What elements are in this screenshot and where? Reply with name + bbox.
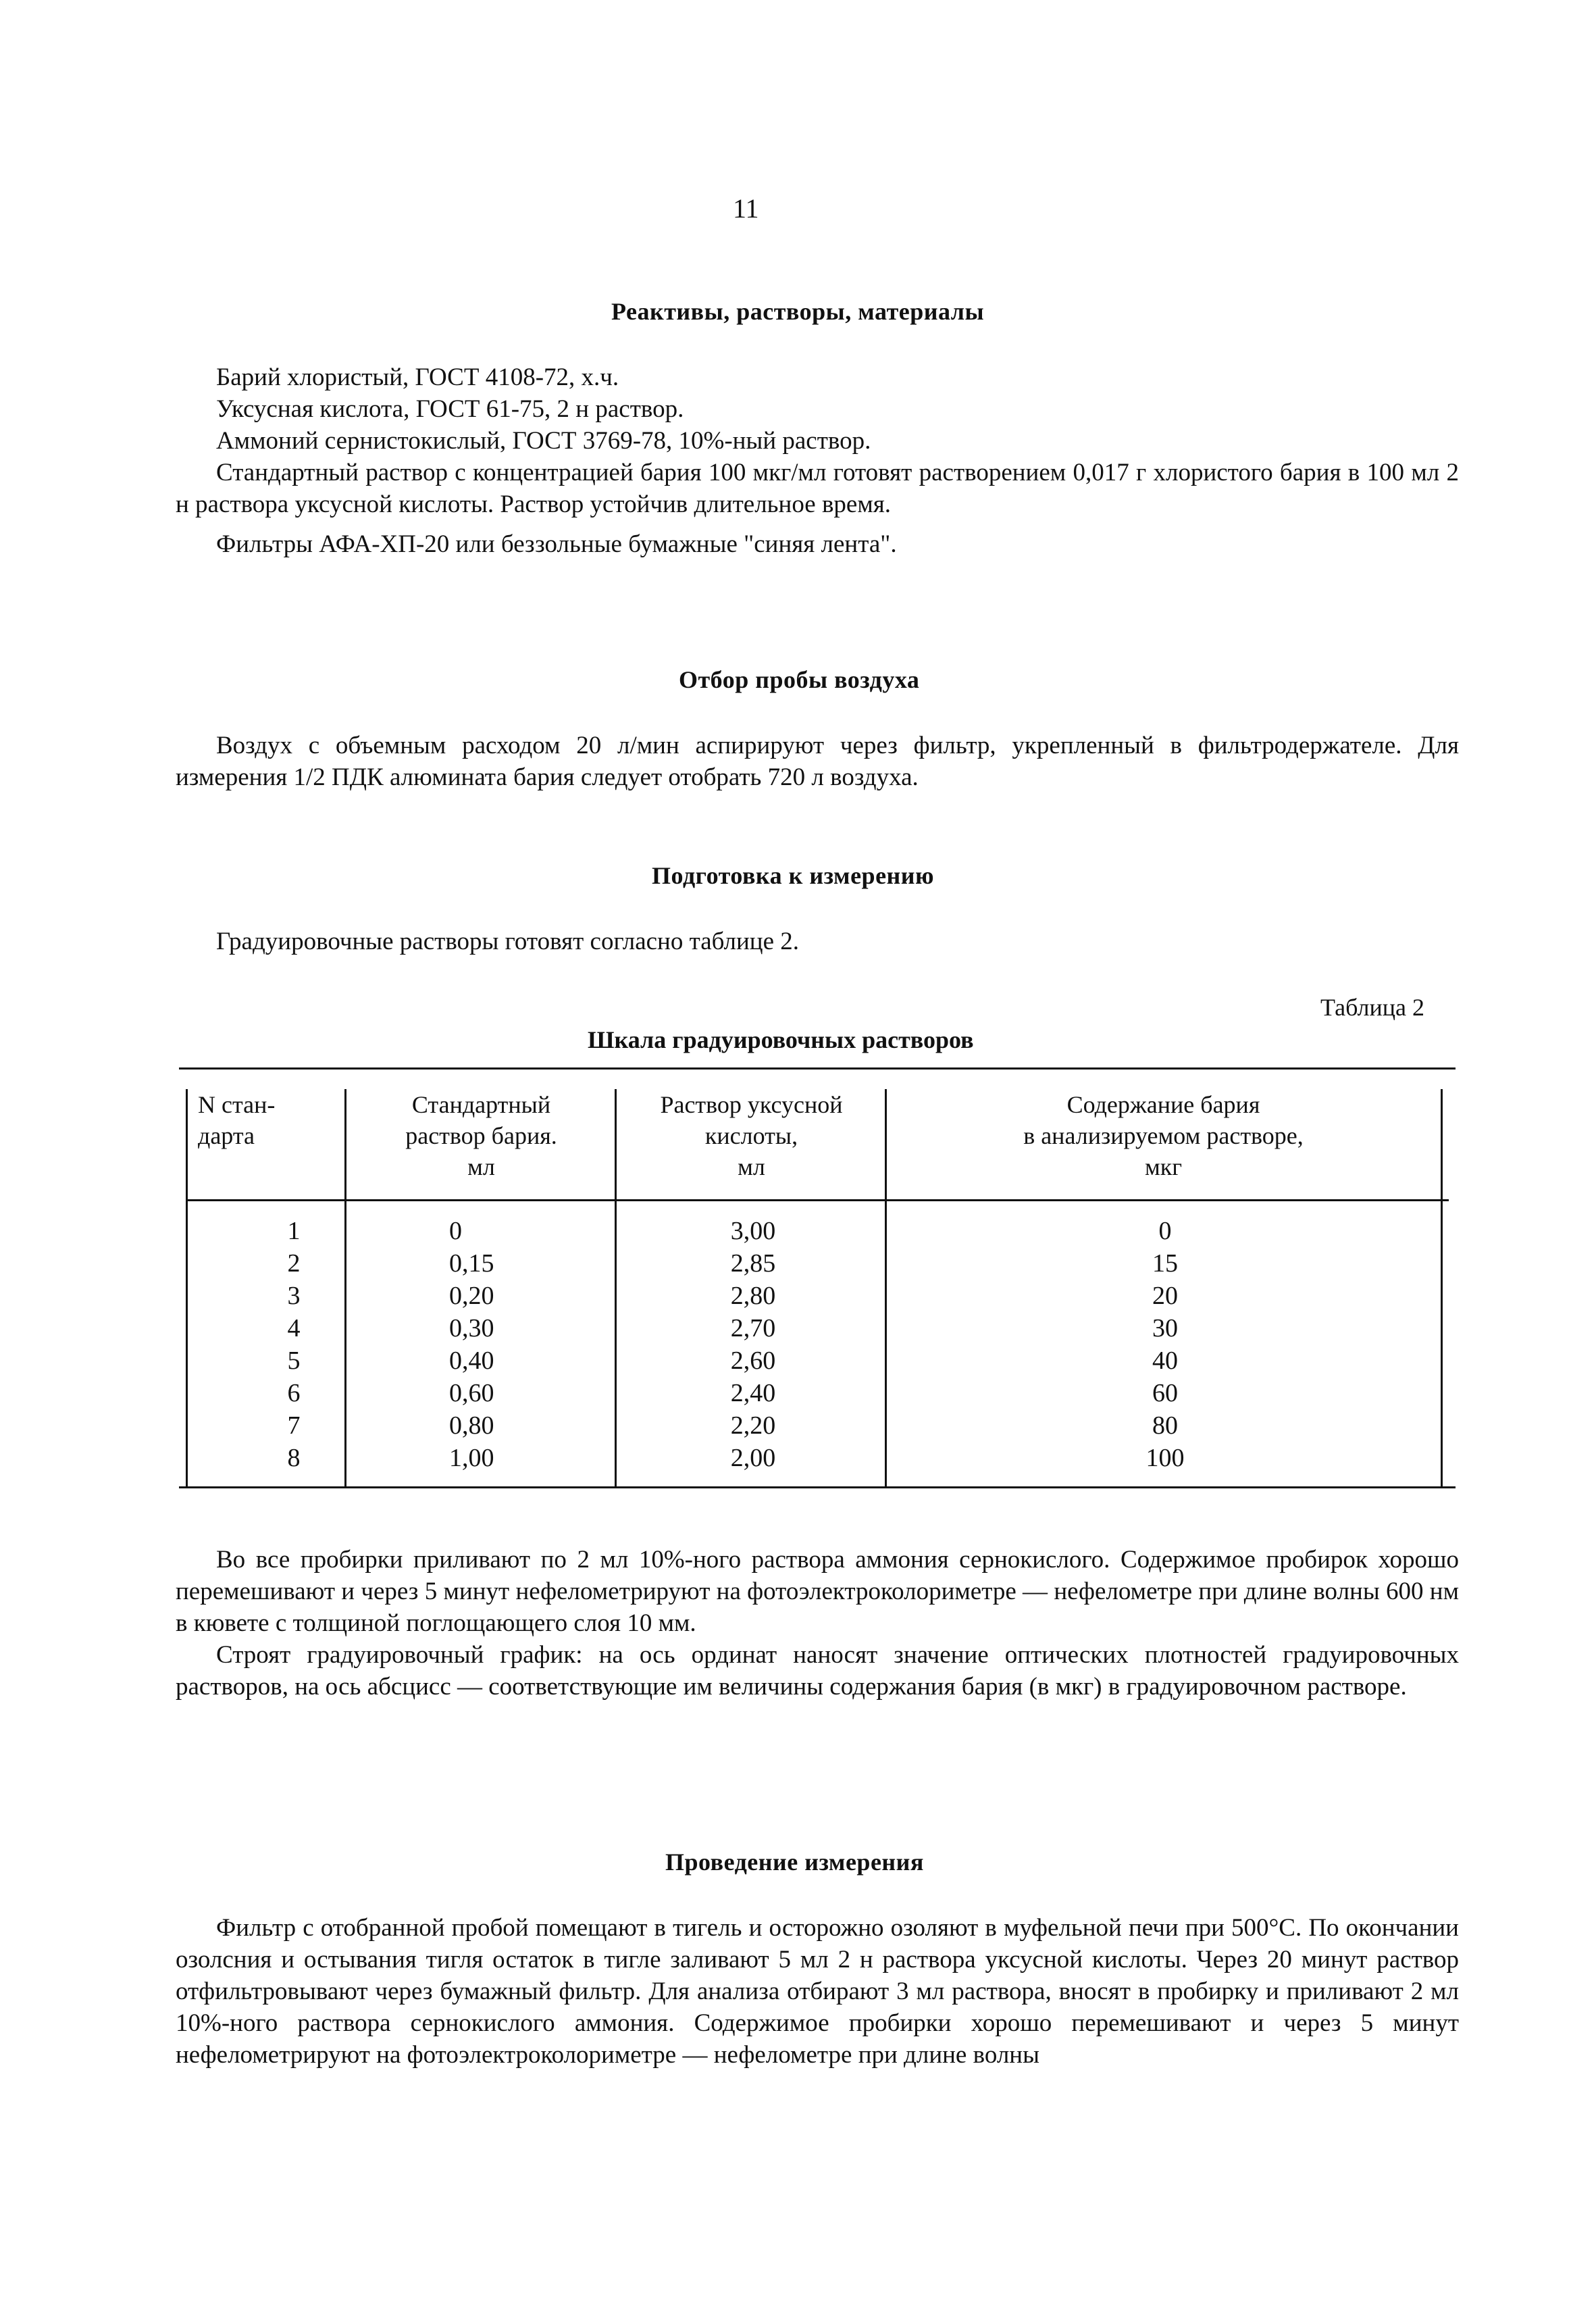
table-cell: 7 [287,1411,301,1440]
standard-solution-paragraph: Стандартный раствор с концентрацией бария 100 мкг/мл готовят растворением 0,017 г хлористого бария в 100 мл 2 н раствора уксусной кислоты. Раствор устойчив длительное время. [176,459,1459,518]
header-line: Содержание бария [1066,1091,1260,1118]
table-cell: 2,00 [730,1444,776,1472]
table-title: Шкала градуировочных растворов [588,1026,974,1053]
table-cell: 0,40 [449,1347,494,1375]
header-acetic-acid [618,1089,885,1182]
table-cell: 2 [287,1249,301,1278]
table-cell: 8 [287,1444,301,1472]
column-divider [885,1089,887,1488]
measurement-paragraph: Фильтр с отобранной пробой помещают в тигель и осторожно озоляют в муфельной печи при 500°С. По окончании озолсния и остывания тигля остаток в тигле заливают 5 мл 2 н раствора уксусной кислоты. Через 20 минут раствор отфильтровывают через бумажный фильтр. Для анализа отбирают 3 мл раствора, вносят в пробирку и приливают 2 мл 10%-ного раствора сернокислого аммония. Содержимое пробирки хорошо перемешивают и через 5 минут нефелометрируют на фотоэлектроколориметре — нефелометре при длине волны [176,1914,1459,2069]
table-cell: 0,60 [449,1379,494,1407]
table-cell: 60 [1152,1379,1178,1407]
column-standard-number [267,1215,321,1474]
table-cell: 0,30 [449,1314,494,1342]
reagent-item: Барий хлористый, ГОСТ 4108-72, х.ч. [216,363,619,391]
header-line: мкг [1144,1153,1183,1180]
table-cell: 0,80 [449,1411,494,1440]
table-cell: 2,20 [730,1411,776,1440]
table-cell: 2,80 [730,1282,776,1310]
column-divider [615,1089,617,1488]
table-border-right [1441,1089,1443,1488]
table-top-rule [179,1067,1456,1070]
table-bottom-rule [179,1486,1456,1488]
table-cell: 0 [449,1217,462,1245]
header-line: мл [738,1153,765,1180]
calibration-graph-paragraph: Строят градуировочный график: на ось ординат наносят значение оптических плотностей градуировочных растворов, на ось абсцисс — соответствующие им величины содержания бария (в мкг) в градуировочном растворе. [176,1641,1459,1701]
table-label: Таблица 2 [1320,994,1424,1021]
header-standard-number [198,1089,275,1151]
after-table-text [176,1544,1459,1703]
page-number: 11 [733,193,759,224]
header-line: N стан- [198,1091,276,1118]
table-cell: 6 [287,1379,301,1407]
table-cell: 1,00 [449,1444,494,1472]
table-border-left [186,1089,188,1488]
header-line: в анализируемом растворе, [1023,1122,1304,1149]
table-cell: 0 [1158,1217,1172,1245]
header-line: кислоты, [704,1122,798,1149]
header-barium-standard [348,1089,615,1182]
table-cell: 80 [1152,1411,1178,1440]
table-cell: 2,60 [730,1347,776,1375]
section-heading-measurement: Проведение измерения [665,1848,924,1876]
table-cell: 30 [1152,1314,1178,1342]
header-line: дарта [198,1122,255,1149]
table-cell: 15 [1152,1249,1178,1278]
table-header-rule [186,1199,1449,1201]
table-cell: 2,40 [730,1379,776,1407]
table-cell: 4 [287,1314,301,1342]
column-acetic-acid [699,1215,807,1474]
header-line: мл [467,1153,495,1180]
sampling-paragraph: Воздух с объемным расходом 20 л/мин аспирируют через фильтр, укрепленный в фильтродержателе. Для измерения 1/2 ПДК алюмината бария следует отобрать 720 л воздуха. [176,732,1459,791]
table-cell: 2,70 [730,1314,776,1342]
column-barium-content [1098,1215,1233,1474]
header-barium-content [888,1089,1439,1182]
reagent-item: Фильтры АФА-ХП-20 или беззольные бумажные "синяя лента". [216,530,897,558]
table-cell: 40 [1152,1347,1178,1375]
header-line: Стандартный [411,1091,551,1118]
section-heading-sampling: Отбор пробы воздуха [679,666,920,693]
header-line: раствор бария. [405,1122,557,1149]
section-heading-preparation: Подготовка к измерению [652,862,935,889]
mixing-paragraph: Во все пробирки приливают по 2 мл 10%-ного раствора аммония сернокислого. Содержимое пробирок хорошо перемешивают и через 5 минут нефелометрируют на фотоэлектроколориметре — нефелометре при длине волны 600 нм в кювете с толщиной поглощающего слоя 10 мм. [176,1546,1459,1637]
table-cell: 2,85 [730,1249,776,1278]
reagent-item: Аммоний сернистокислый, ГОСТ 3769-78, 10%-ный раствор. [216,427,871,455]
table-cell: 0,20 [449,1282,494,1310]
preparation-paragraph: Градуировочные растворы готовят согласно таблице 2. [216,928,800,955]
table-cell: 20 [1152,1282,1178,1310]
table-cell: 5 [287,1347,301,1375]
table-cell: 3,00 [730,1217,776,1245]
header-line: Раствор уксусной [660,1091,843,1118]
reagent-item: Уксусная кислота, ГОСТ 61-75, 2 н раствор. [216,395,684,423]
table-cell: 0,15 [449,1249,494,1278]
table-cell: 100 [1145,1444,1185,1472]
column-divider [344,1089,346,1488]
table-cell: 3 [287,1282,301,1310]
column-barium-standard [449,1215,557,1474]
reagents-list [176,361,1459,560]
section-heading-reagents: Реактивы, растворы, материалы [611,298,985,325]
table-cell: 1 [287,1217,301,1245]
